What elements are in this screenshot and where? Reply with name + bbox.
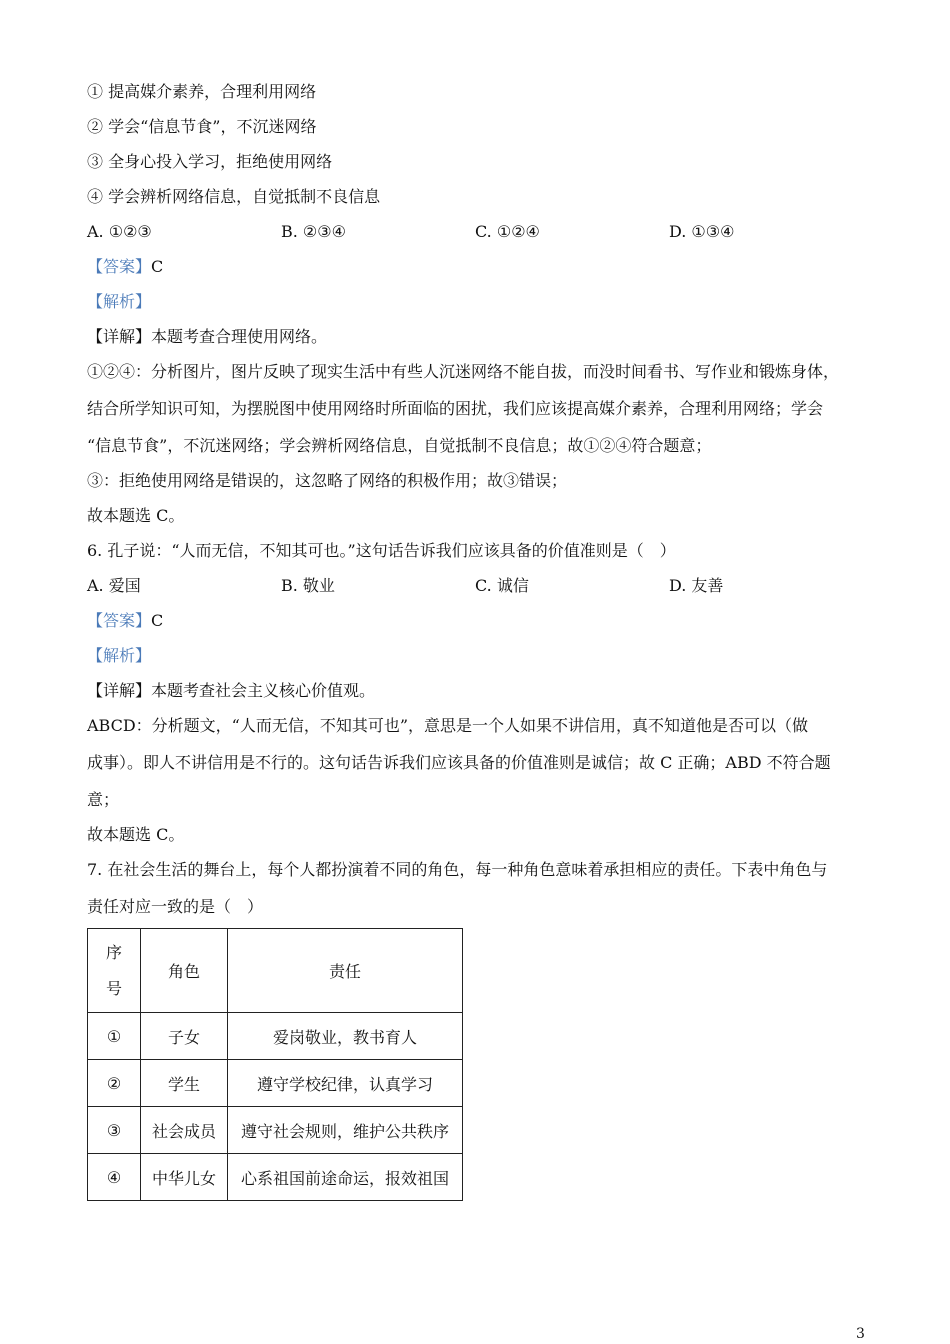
q6-option-c: C. 诚信 — [475, 576, 529, 595]
cell-duty: 爱岗敬业，教书育人 — [228, 1013, 463, 1060]
q5-detail-line: 【详解】本题考查合理使用网络。 — [87, 327, 328, 346]
q5-answer — [87, 257, 163, 277]
q6-detail-line: 故本题选 C。 — [87, 825, 185, 844]
header-no-line1: 序 — [105, 942, 122, 962]
cell-duty: 遵守学校纪律，认真学习 — [228, 1060, 463, 1107]
table-header-row — [88, 929, 463, 1013]
header-duty: 责任 — [228, 929, 463, 1013]
q5-statement-4: ④ 学会辨析网络信息，自觉抵制不良信息 — [87, 187, 381, 206]
cell-role: 学生 — [141, 1060, 228, 1107]
q5-detail-line: ③：拒绝使用网络是错误的，这忽略了网络的积极作用；故③错误； — [87, 471, 568, 490]
page-number: 3 — [856, 1326, 865, 1342]
cell-role: 中华儿女 — [141, 1154, 228, 1201]
q5-option-b: B. ②③④ — [281, 222, 346, 241]
q5-option-c: C. ①②④ — [475, 222, 540, 241]
header-no — [88, 929, 141, 1013]
q5-statement-2: ② 学会“信息节食”，不沉迷网络 — [87, 117, 317, 136]
cell-no: ③ — [88, 1107, 141, 1154]
q5-detail-line: 故本题选 C。 — [87, 506, 185, 525]
q6-analysis-tag: 【解析】 — [87, 646, 152, 665]
cell-no: ② — [88, 1060, 141, 1107]
cell-no: ① — [88, 1013, 141, 1060]
cell-no: ④ — [88, 1154, 141, 1201]
q6-option-a: A. 爱国 — [87, 576, 141, 595]
header-no-line2: 号 — [105, 978, 122, 998]
q6-detail-line: 意； — [87, 790, 120, 809]
table-row — [88, 1154, 463, 1201]
cell-duty: 心系祖国前途命运，报效祖国 — [228, 1154, 463, 1201]
table-row — [88, 1060, 463, 1107]
q6-detail-line: 成事）。即人不讲信用是不行的。这句话告诉我们应该具备的价值准则是诚信；故 C 正确；ABD 不符合题 — [87, 753, 831, 772]
q5-statement-3: ③ 全身心投入学习，拒绝使用网络 — [87, 152, 333, 171]
q5-analysis-tag: 【解析】 — [87, 292, 152, 311]
table-row — [88, 1107, 463, 1154]
header-role: 角色 — [141, 929, 228, 1013]
q6-option-b: B. 敬业 — [281, 576, 335, 595]
q5-detail-line: ①②④：分析图片，图片反映了现实生活中有些人沉迷网络不能自拔，而没时间看书、写作业和锻炼身体， — [87, 362, 840, 381]
cell-role: 子女 — [141, 1013, 228, 1060]
q6-option-d: D. 友善 — [669, 576, 724, 595]
q5-option-d: D. ①③④ — [669, 222, 735, 241]
q5-detail-line: “信息节食”，不沉迷网络；学会辨析网络信息，自觉抵制不良信息；故①②④符合题意； — [87, 436, 712, 455]
q6-answer — [87, 611, 163, 631]
answer-tag: 【答案】 — [87, 257, 152, 276]
q6-detail-line: 【详解】本题考查社会主义核心价值观。 — [87, 681, 376, 700]
answer-value: C — [151, 257, 164, 276]
q5-detail-line: 结合所学知识可知，为摆脱图中使用网络时所面临的困扰，我们应该提高媒介素养，合理利用网络；学会 — [87, 399, 824, 418]
q6-detail-line: ABCD：分析题文，“人而无信，不知其可也”，意思是一个人如果不讲信用，真不知道他是否可以（做 — [87, 716, 809, 735]
q6-stem: 6. 孔子说：“人而无信，不知其可也。”这句话告诉我们应该具备的价值准则是（ ） — [87, 541, 676, 560]
answer-value: C — [151, 611, 164, 630]
table-row — [88, 1013, 463, 1060]
cell-role: 社会成员 — [141, 1107, 228, 1154]
q7-stem-line: 7. 在社会生活的舞台上，每个人都扮演着不同的角色，每一种角色意味着承担相应的责任。下表中角色与 — [87, 860, 828, 879]
q5-option-a: A. ①②③ — [87, 222, 152, 241]
answer-tag: 【答案】 — [87, 611, 152, 630]
role-duty-table — [87, 928, 463, 1201]
q7-stem-line: 责任对应一致的是（ ） — [87, 897, 264, 916]
cell-duty: 遵守社会规则，维护公共秩序 — [228, 1107, 463, 1154]
q5-statement-1: ① 提高媒介素养，合理利用网络 — [87, 82, 317, 101]
